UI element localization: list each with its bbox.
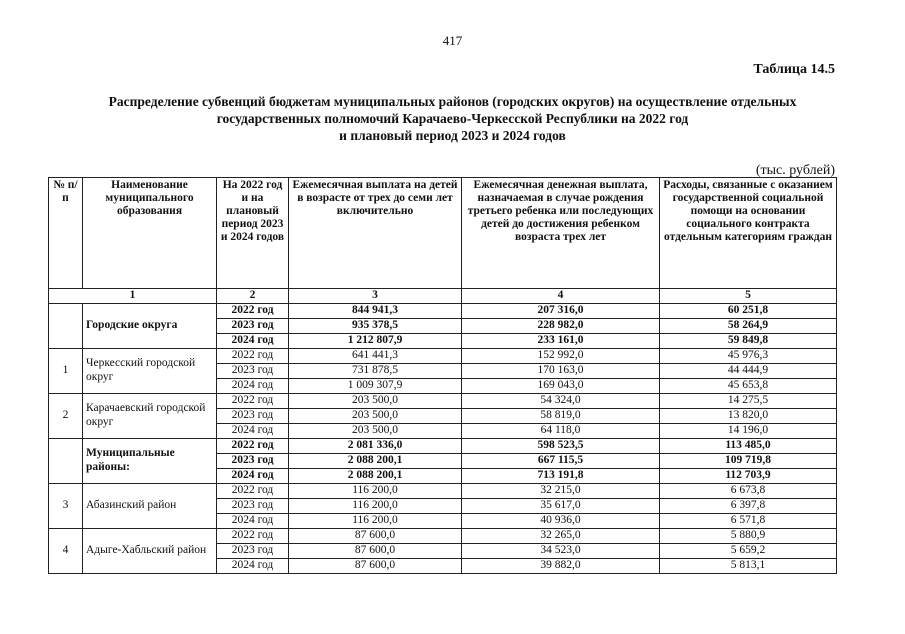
value-col3: 87 600,0 — [289, 559, 462, 574]
column-index-row — [49, 289, 837, 304]
title-line-3: и плановый период 2023 и 2024 годов — [339, 128, 566, 143]
year-cell: 2024 год — [217, 559, 289, 574]
header-period: На 2022 год и на плановый период 2023 и 2024 годов — [217, 178, 289, 289]
index-4: 4 — [462, 289, 660, 304]
index-2: 2 — [217, 289, 289, 304]
value-col5: 14 275,5 — [660, 394, 837, 409]
value-col4: 207 316,0 — [462, 304, 660, 319]
value-col3: 87 600,0 — [289, 544, 462, 559]
row-number: 1 — [49, 349, 83, 394]
value-col5: 6 397,8 — [660, 499, 837, 514]
header-col4: Ежемесячная денежная выплата, назначаемая в случае рождения третьего ребенка или последующих детей до достижения ребенком возраста трех лет — [462, 178, 660, 289]
value-col4: 713 191,8 — [462, 469, 660, 484]
value-col4: 169 043,0 — [462, 379, 660, 394]
value-col3: 731 878,5 — [289, 364, 462, 379]
header-num: № п/п — [49, 178, 83, 289]
value-col3: 935 378,5 — [289, 319, 462, 334]
value-col3: 2 081 336,0 — [289, 439, 462, 454]
index-5: 5 — [660, 289, 837, 304]
year-cell: 2023 год — [217, 409, 289, 424]
title-line-2: государственных полномочий Карачаево-Черкесской Республики на 2022 год — [216, 111, 689, 126]
year-cell: 2022 год — [217, 349, 289, 364]
value-col5: 44 444,9 — [660, 364, 837, 379]
index-3: 3 — [289, 289, 462, 304]
table-row — [49, 304, 837, 319]
table-row — [49, 349, 837, 364]
value-col3: 203 500,0 — [289, 394, 462, 409]
value-col4: 32 265,0 — [462, 529, 660, 544]
value-col4: 667 115,5 — [462, 454, 660, 469]
index-1: 1 — [49, 289, 217, 304]
value-col3: 203 500,0 — [289, 409, 462, 424]
year-cell: 2023 год — [217, 319, 289, 334]
value-col3: 116 200,0 — [289, 514, 462, 529]
document-title — [30, 93, 875, 144]
year-cell: 2022 год — [217, 529, 289, 544]
value-col4: 34 523,0 — [462, 544, 660, 559]
value-col5: 109 719,8 — [660, 454, 837, 469]
year-cell: 2024 год — [217, 469, 289, 484]
row-number — [49, 304, 83, 349]
units-label: (тыс. рублей) — [755, 163, 835, 178]
table-row — [49, 394, 837, 409]
value-col3: 1 212 807,9 — [289, 334, 462, 349]
row-number: 4 — [49, 529, 83, 574]
municipality-name: Черкесский городской округ — [83, 349, 217, 394]
value-col3: 116 200,0 — [289, 499, 462, 514]
row-number — [49, 439, 83, 484]
table-body — [49, 289, 837, 574]
value-col5: 13 820,0 — [660, 409, 837, 424]
value-col4: 170 163,0 — [462, 364, 660, 379]
year-cell: 2023 год — [217, 364, 289, 379]
municipality-name: Муниципальные районы: — [83, 439, 217, 484]
value-col5: 45 653,8 — [660, 379, 837, 394]
table-label: Таблица 14.5 — [753, 62, 835, 77]
municipality-name: Городские округа — [83, 304, 217, 349]
year-cell: 2024 год — [217, 334, 289, 349]
value-col4: 598 523,5 — [462, 439, 660, 454]
table-row — [49, 484, 837, 499]
value-col5: 112 703,9 — [660, 469, 837, 484]
year-cell: 2024 год — [217, 424, 289, 439]
municipality-name: Карачаевский городской округ — [83, 394, 217, 439]
year-cell: 2023 год — [217, 544, 289, 559]
value-col4: 228 982,0 — [462, 319, 660, 334]
value-col4: 32 215,0 — [462, 484, 660, 499]
value-col3: 116 200,0 — [289, 484, 462, 499]
value-col4: 233 161,0 — [462, 334, 660, 349]
value-col5: 5 813,1 — [660, 559, 837, 574]
value-col5: 14 196,0 — [660, 424, 837, 439]
value-col5: 6 571,8 — [660, 514, 837, 529]
year-cell: 2024 год — [217, 514, 289, 529]
value-col5: 5 659,2 — [660, 544, 837, 559]
year-cell: 2022 год — [217, 439, 289, 454]
value-col3: 1 009 307,9 — [289, 379, 462, 394]
value-col4: 58 819,0 — [462, 409, 660, 424]
value-col5: 60 251,8 — [660, 304, 837, 319]
year-cell: 2022 год — [217, 304, 289, 319]
year-cell: 2023 год — [217, 499, 289, 514]
value-col4: 39 882,0 — [462, 559, 660, 574]
municipality-name: Абазинский район — [83, 484, 217, 529]
page-number: 417 — [442, 33, 463, 48]
subvention-table — [48, 177, 837, 574]
year-cell: 2022 год — [217, 394, 289, 409]
row-number: 2 — [49, 394, 83, 439]
municipality-name: Адыге-Хабльский район — [83, 529, 217, 574]
value-col4: 35 617,0 — [462, 499, 660, 514]
year-cell: 2024 год — [217, 379, 289, 394]
year-cell: 2023 год — [217, 454, 289, 469]
header-col5: Расходы, связанные с оказанием государственной социальной помощи на основании социального контракта отдельным категориям граждан — [660, 178, 837, 289]
header-name: Наименование муниципального образования — [83, 178, 217, 289]
value-col5: 45 976,3 — [660, 349, 837, 364]
title-line-1: Распределение субвенций бюджетам муниципальных районов (городских округов) на осуществление отдельных — [108, 94, 797, 109]
value-col5: 113 485,0 — [660, 439, 837, 454]
value-col4: 152 992,0 — [462, 349, 660, 364]
value-col5: 5 880,9 — [660, 529, 837, 544]
table-row — [49, 439, 837, 454]
value-col3: 203 500,0 — [289, 424, 462, 439]
value-col4: 64 118,0 — [462, 424, 660, 439]
header-col3: Ежемесячная выплата на детей в возрасте от трех до семи лет включительно — [289, 178, 462, 289]
value-col5: 6 673,8 — [660, 484, 837, 499]
value-col4: 40 936,0 — [462, 514, 660, 529]
value-col5: 59 849,8 — [660, 334, 837, 349]
value-col3: 2 088 200,1 — [289, 469, 462, 484]
value-col3: 2 088 200,1 — [289, 454, 462, 469]
value-col4: 54 324,0 — [462, 394, 660, 409]
value-col3: 87 600,0 — [289, 529, 462, 544]
year-cell: 2022 год — [217, 484, 289, 499]
value-col3: 844 941,3 — [289, 304, 462, 319]
table-row — [49, 529, 837, 544]
row-number: 3 — [49, 484, 83, 529]
value-col3: 641 441,3 — [289, 349, 462, 364]
value-col5: 58 264,9 — [660, 319, 837, 334]
